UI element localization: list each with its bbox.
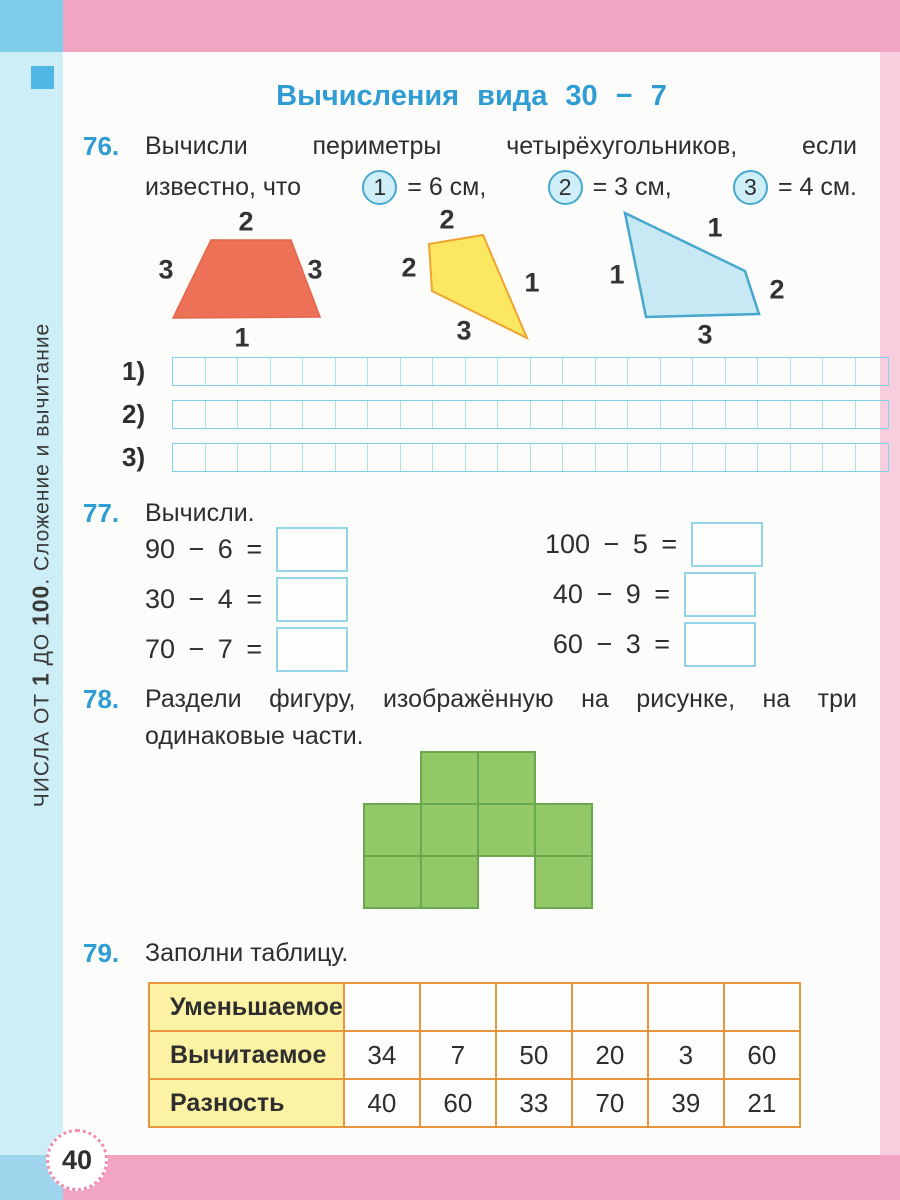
grid-cell[interactable]: [856, 401, 889, 428]
equation-label: 70 − 7 =: [145, 634, 263, 664]
equation-label: 40 − 9 =: [552, 579, 670, 609]
grid-cell[interactable]: [336, 444, 369, 471]
grid-cell[interactable]: [823, 444, 856, 471]
grid-cell[interactable]: [563, 358, 596, 385]
grid-cell[interactable]: [726, 358, 759, 385]
sidebar-text-part4: 100: [27, 584, 54, 627]
yellow-quad-bottom-label: 3: [456, 315, 472, 346]
yellow-quad-top-label: 2: [439, 204, 455, 235]
grid-cell[interactable]: [823, 358, 856, 385]
grid-cell[interactable]: [856, 358, 889, 385]
grid-cell[interactable]: [628, 401, 661, 428]
grid-cell[interactable]: [596, 401, 629, 428]
grid-cell[interactable]: [563, 444, 596, 471]
grid-cell[interactable]: [173, 401, 206, 428]
trapezoid-right-label: 3: [307, 254, 323, 285]
table-cell-minuend-6[interactable]: [724, 983, 800, 1031]
problem-76-text-line2: [145, 168, 857, 206]
blue-quad-shape: [625, 213, 759, 317]
grid-cell[interactable]: [173, 358, 206, 385]
grid-cell[interactable]: [368, 358, 401, 385]
sidebar-accent-square-icon: [31, 66, 54, 89]
equation-row: [145, 527, 348, 572]
bottom-pink-strip: [63, 1155, 900, 1200]
grid-cell[interactable]: [498, 401, 531, 428]
right-pink-strip: [880, 52, 900, 1155]
grid-cell[interactable]: [498, 358, 531, 385]
grid-cell[interactable]: [661, 444, 694, 471]
table-cell-difference-6: 21: [724, 1079, 800, 1127]
table-cell-difference-3: 33: [496, 1079, 572, 1127]
table-header-minuend: Уменьшаемое: [149, 983, 344, 1031]
table-row-minuend: [149, 983, 800, 1031]
figure-square: [421, 804, 478, 856]
grid-cell[interactable]: [628, 444, 661, 471]
figure-square: [421, 856, 478, 908]
figure-square: [535, 804, 592, 856]
problem-78-number: 78.: [83, 684, 120, 714]
table-cell-difference-1: 40: [344, 1079, 420, 1127]
equation-row: [145, 577, 348, 622]
page-number-badge: [46, 1129, 108, 1191]
grid-cell[interactable]: [726, 401, 759, 428]
grid-cell[interactable]: [206, 358, 239, 385]
grid-cell[interactable]: [693, 401, 726, 428]
grid-cell[interactable]: [271, 401, 304, 428]
table-cell-difference-4: 70: [572, 1079, 648, 1127]
problem-78-text-line2: одинаковые части.: [145, 722, 364, 750]
grid-cell[interactable]: [303, 444, 336, 471]
sidebar-text-part1: ЧИСЛА ОТ: [30, 686, 54, 808]
problem-77-number: 77.: [83, 498, 120, 528]
trapezoid-left-label: 3: [158, 254, 174, 285]
answer-grid-3[interactable]: [172, 443, 889, 472]
grid-cell[interactable]: [173, 444, 206, 471]
table-cell-minuend-5[interactable]: [648, 983, 724, 1031]
table-cell-minuend-3[interactable]: [496, 983, 572, 1031]
grid-cell[interactable]: [758, 358, 791, 385]
grid-cell[interactable]: [628, 358, 661, 385]
table-header-subtrahend: Вычитаемое: [149, 1031, 344, 1079]
grid-cell[interactable]: [303, 401, 336, 428]
grid-cell[interactable]: [791, 444, 824, 471]
problem-76-number: 76.: [83, 131, 120, 161]
sidebar-text-part3: ДО: [30, 626, 54, 673]
table-cell-subtrahend-5: 3: [648, 1031, 724, 1079]
figure-square: [478, 804, 535, 856]
problem-78-text-line1: Раздели фигуру, изображённую на рисунке, на три: [145, 685, 857, 713]
table-row-difference: [149, 1079, 800, 1127]
grid-cell[interactable]: [238, 444, 271, 471]
subtraction-table: [148, 982, 801, 1128]
top-left-blue-corner: [0, 0, 63, 52]
equation-row: [145, 627, 348, 672]
problem-76-line2-prefix: известно, что: [145, 172, 301, 201]
grid-cell[interactable]: [531, 358, 564, 385]
given-value-1: = 6 см,: [407, 172, 487, 201]
grid-cell[interactable]: [238, 401, 271, 428]
answer-grid-2[interactable]: [172, 400, 889, 429]
answer-box[interactable]: [684, 572, 756, 617]
grid-cell[interactable]: [661, 358, 694, 385]
table-cell-subtrahend-1: 34: [344, 1031, 420, 1079]
answer-grid-1[interactable]: [172, 357, 889, 386]
sidebar-chapter-label: [28, 323, 55, 807]
equation-label: 90 − 6 =: [145, 534, 263, 564]
grid-cell[interactable]: [563, 401, 596, 428]
grid-cell[interactable]: [758, 401, 791, 428]
table-header-difference: Разность: [149, 1079, 344, 1127]
grid-cell[interactable]: [726, 444, 759, 471]
grid-cell[interactable]: [596, 444, 629, 471]
table-row-subtrahend: [149, 1031, 800, 1079]
equation-label: 30 − 4 =: [145, 584, 263, 614]
circled-number-3: 3: [733, 170, 768, 205]
grid-cell[interactable]: [303, 358, 336, 385]
grid-cell[interactable]: [433, 401, 466, 428]
grid-cell[interactable]: [433, 358, 466, 385]
grid-cell[interactable]: [791, 358, 824, 385]
answer-row-2-label: 2): [122, 399, 146, 429]
orange-trapezoid-shape: [173, 240, 323, 318]
grid-cell[interactable]: [433, 444, 466, 471]
green-figure[interactable]: [362, 750, 594, 910]
trapezoid-top-label: 2: [238, 206, 254, 237]
answer-row-3: [122, 442, 889, 473]
grid-cell[interactable]: [466, 444, 499, 471]
equation-label: 60 − 3 =: [552, 629, 670, 659]
table-cell-minuend-1[interactable]: [344, 983, 420, 1031]
blue-quad-bottom-label: 3: [697, 319, 713, 350]
grid-cell[interactable]: [336, 401, 369, 428]
grid-cell[interactable]: [238, 358, 271, 385]
grid-cell[interactable]: [531, 401, 564, 428]
grid-cell[interactable]: [596, 358, 629, 385]
sidebar-text-part2: 1: [27, 672, 54, 687]
yellow-quad-right-label: 1: [524, 267, 540, 298]
problem-77-title: Вычисли.: [145, 499, 255, 527]
answer-row-1: [122, 356, 889, 387]
answer-row-1-label: 1): [122, 356, 146, 386]
grid-cell[interactable]: [401, 401, 434, 428]
answer-box[interactable]: [684, 622, 756, 667]
answer-box[interactable]: [276, 527, 348, 572]
equation-row: [545, 622, 756, 667]
given-value-3: = 4 см.: [777, 172, 857, 201]
grid-cell[interactable]: [466, 401, 499, 428]
top-pink-strip: [63, 0, 900, 52]
grid-cell[interactable]: [368, 444, 401, 471]
circled-number-1: 1: [362, 170, 397, 205]
grid-cell[interactable]: [823, 401, 856, 428]
circled-number-2: 2: [548, 170, 583, 205]
given-side-2: [548, 170, 672, 205]
given-side-3: [733, 170, 857, 205]
table-cell-subtrahend-3: 50: [496, 1031, 572, 1079]
table-cell-difference-2: 60: [420, 1079, 496, 1127]
trapezoid-bottom-label: 1: [234, 322, 250, 353]
grid-cell[interactable]: [206, 444, 239, 471]
table-cell-difference-5: 39: [648, 1079, 724, 1127]
grid-cell[interactable]: [401, 358, 434, 385]
grid-cell[interactable]: [856, 444, 889, 471]
table-cell-minuend-2[interactable]: [420, 983, 496, 1031]
table-cell-subtrahend-4: 20: [572, 1031, 648, 1079]
answer-box[interactable]: [276, 627, 348, 672]
problem-76-text-line1: Вычисли периметры четырёхугольников, если: [145, 132, 857, 160]
answer-row-3-label: 3): [122, 442, 146, 472]
figure-square: [421, 752, 478, 804]
table-cell-minuend-4[interactable]: [572, 983, 648, 1031]
grid-cell[interactable]: [368, 401, 401, 428]
grid-cell[interactable]: [791, 401, 824, 428]
equation-row: [545, 572, 756, 617]
yellow-quad-shape: [429, 235, 527, 338]
blue-quad-left-label: 1: [609, 259, 625, 290]
grid-cell[interactable]: [498, 444, 531, 471]
grid-cell[interactable]: [206, 401, 239, 428]
answer-row-2: [122, 399, 889, 430]
equation-label: 100 − 5 =: [545, 529, 678, 559]
figure-square: [364, 804, 421, 856]
sidebar-text-part5: . Сложение и вычитание: [30, 322, 54, 585]
blue-quad-right-label: 2: [769, 274, 785, 305]
yellow-quad-left-label: 2: [401, 252, 417, 283]
grid-cell[interactable]: [466, 358, 499, 385]
answer-box[interactable]: [276, 577, 348, 622]
grid-cell[interactable]: [693, 358, 726, 385]
page-title: Вычисления вида 30 − 7: [276, 80, 667, 112]
grid-cell[interactable]: [758, 444, 791, 471]
page-number: 40: [61, 1144, 93, 1175]
blue-quad-top-label: 1: [707, 212, 723, 243]
answer-box[interactable]: [691, 522, 763, 567]
problem-79-number: 79.: [83, 938, 120, 968]
grid-cell[interactable]: [271, 444, 304, 471]
grid-cell[interactable]: [693, 444, 726, 471]
given-value-2: = 3 см,: [592, 172, 672, 201]
grid-cell[interactable]: [271, 358, 304, 385]
grid-cell[interactable]: [401, 444, 434, 471]
grid-cell[interactable]: [336, 358, 369, 385]
figure-square: [478, 752, 535, 804]
figure-square: [535, 856, 592, 908]
quadrilaterals-figure: [63, 205, 880, 360]
grid-cell[interactable]: [531, 444, 564, 471]
grid-cell[interactable]: [661, 401, 694, 428]
table-cell-subtrahend-2: 7: [420, 1031, 496, 1079]
problem-79-title: Заполни таблицу.: [145, 939, 349, 967]
table-cell-subtrahend-6: 60: [724, 1031, 800, 1079]
figure-square: [364, 856, 421, 908]
equation-row: [545, 522, 763, 567]
given-side-1: [362, 170, 486, 205]
